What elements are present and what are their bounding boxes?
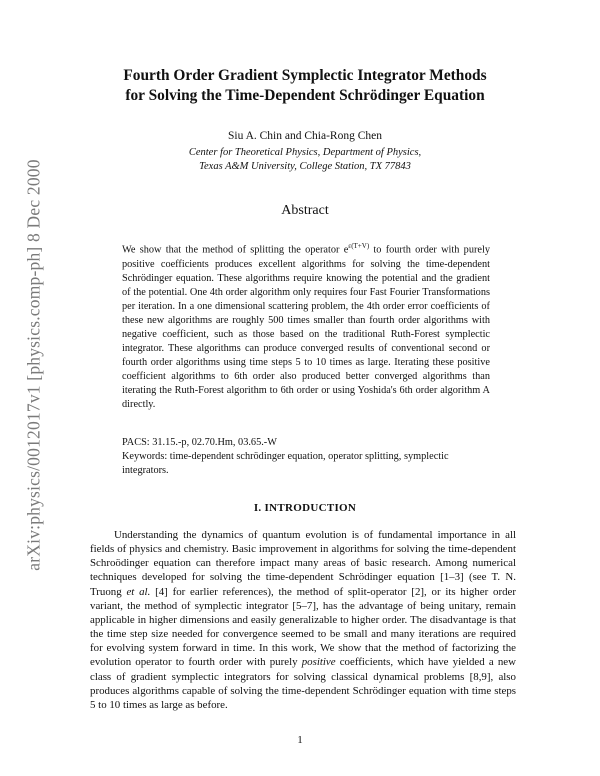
abstract-exponent: ε(T+V) [348,242,370,250]
intro-positive: positive [301,656,336,669]
abstract-text-pre: We show that the method of splitting the operator e [122,244,349,256]
intro-text-3: coefficients, which have yielded a new class of gradient symplectic integrators for solving classical dynamical problems [8,9], also produces algorithms capable of solving the time-dependent Schrödinger equation with time steps 5 to 10 times as large as before. [90,656,516,711]
abstract-heading: Abstract [281,203,329,218]
authors: Siu A. Chin and Chia-Rong Chen [228,130,382,142]
affiliation-line-1: Center for Theoretical Physics, Department of Physics, [188,147,422,158]
title-line-2: for Solving the Time-Dependent Schrödinger Equation [125,87,485,104]
arxiv-stamp-text: arXiv:physics/0012017v1 [physics.comp-ph] 8 Dec 2000 [23,159,44,571]
affiliation-line-2: Texas A&M University, College Station, TX 77843 [199,161,411,172]
title-line-1: Fourth Order Gradient Symplectic Integrator Methods [123,67,487,84]
affiliation [90,146,520,174]
abstract-body [122,239,490,413]
section-heading: I. INTRODUCTION [253,502,357,514]
paper-title [90,66,520,106]
page-number: 1 [297,734,303,746]
pacs-line: PACS: 31.15.-p, 02.70.Hm, 03.65.-W [122,437,277,448]
intro-text-1: Understanding the dynamics of quantum evolution is of fundamental importance in all fields of physics and chemistry. Basic improvement in algorithms for solving the time-dependent Schroödinger equation can therefore impact many areas of basic research. Among numerical techniques developed for solving the time-dependent Schrödinger equation [1–3] (see T. N. Truong [90,529,516,598]
intro-paragraph [90,528,516,712]
arxiv-stamp [14,130,54,600]
keywords-line: Keywords: time-dependent schrödinger equation, operator splitting, symplectic integrators. [122,451,449,476]
abstract-text-post: to fourth order with purely positive coefficients produces excellent algorithms for solving the time-dependent Schrödinger equation. These algorithms require knowing the potential and the gradient of the potential. One 4th order algorithm only requires four Fast Fourier Transformations per iteration. In a one dimensional scattering problem, the 4th order error coefficients of these new algorithms are roughly 500 times smaller than fourth order algorithms with negative coefficient, such as those based on the traditional Ruth-Forest symplectic integrator. These algorithms can produce converged results of conventional second or fourth order algorithms using time steps 5 to 10 times as large. Iterating these positive coefficient algorithms to 6th order also produced better converged algorithms than iterating the Ruth-Forest algorithm to 6th order or using Yoshida's 6th order algorithm A directly. [122,244,490,411]
intro-et-al: et al. [126,585,151,598]
intro-text-2: [4] for earlier references), the method of split-operator [2], or its higher order variant, the method of symplectic integrator [5–7], has the advantage of being unitary, remain applicable in higher dimensions and easily generalizable to higher order. The disadvantage is that the time step size needed for convergence seemed to be small and many iterations are required for evolving system forward in time. In this work, We show that the method of factorizing the evolution operator to fourth order with purely [90,585,517,669]
